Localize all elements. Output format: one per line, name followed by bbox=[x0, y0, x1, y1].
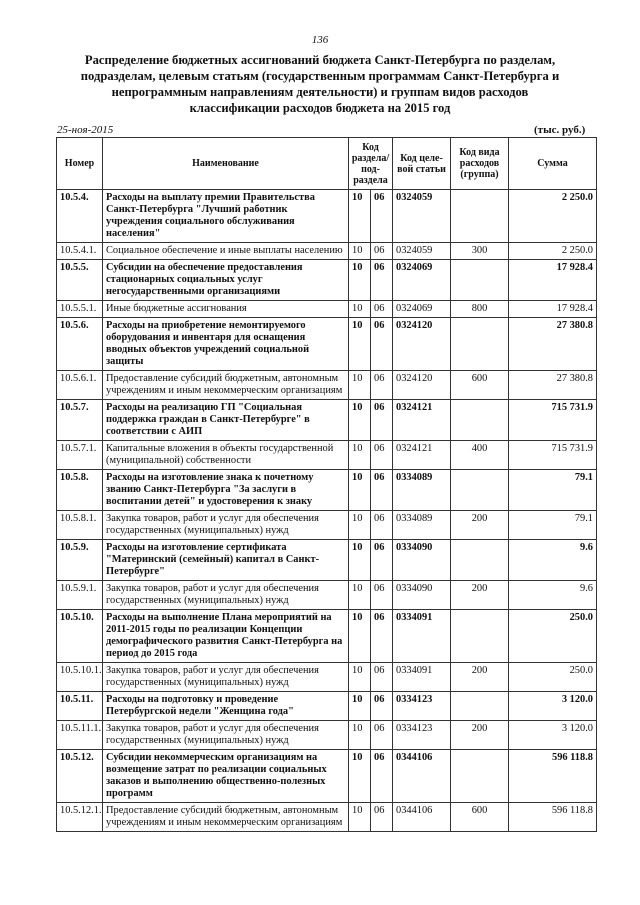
table-row bbox=[57, 511, 597, 540]
row-number: 10.5.7. bbox=[57, 400, 103, 441]
row-number: 10.5.5. bbox=[57, 260, 103, 301]
table-row bbox=[57, 721, 597, 750]
row-article-code: 0334091 bbox=[393, 610, 451, 663]
row-section-code: 10 bbox=[349, 750, 371, 803]
row-subsection-code: 06 bbox=[371, 371, 393, 400]
row-group-code bbox=[451, 750, 509, 803]
table-row bbox=[57, 610, 597, 663]
row-article-code: 0334091 bbox=[393, 663, 451, 692]
row-name: Закупка товаров, работ и услуг для обеспечения государственных (муниципальных) нужд bbox=[103, 581, 349, 610]
row-name: Расходы на выполнение Плана мероприятий на 2011-2015 годы по реализации Концепции демографического развития Санкт-Петербурга на период до 2015 года bbox=[103, 610, 349, 663]
row-subsection-code: 06 bbox=[371, 721, 393, 750]
row-article-code: 0324121 bbox=[393, 400, 451, 441]
header-article: Код целе-вой статьи bbox=[393, 138, 451, 190]
table-row bbox=[57, 400, 597, 441]
row-name: Расходы на реализацию ГП "Социальная поддержка граждан в Санкт-Петербурге" в соответствии с АИП bbox=[103, 400, 349, 441]
row-subsection-code: 06 bbox=[371, 610, 393, 663]
row-subsection-code: 06 bbox=[371, 581, 393, 610]
units-label: (тыс. руб.) bbox=[534, 124, 586, 136]
table-row bbox=[57, 540, 597, 581]
row-article-code: 0334090 bbox=[393, 540, 451, 581]
row-group-code bbox=[451, 470, 509, 511]
row-article-code: 0324069 bbox=[393, 260, 451, 301]
row-article-code: 0324059 bbox=[393, 243, 451, 260]
row-group-code bbox=[451, 190, 509, 243]
row-number: 10.5.4.1. bbox=[57, 243, 103, 260]
row-section-code: 10 bbox=[349, 441, 371, 470]
table-row bbox=[57, 243, 597, 260]
row-number: 10.5.11. bbox=[57, 692, 103, 721]
header-number: Номер bbox=[57, 138, 103, 190]
row-number: 10.5.4. bbox=[57, 190, 103, 243]
row-subsection-code: 06 bbox=[371, 441, 393, 470]
row-section-code: 10 bbox=[349, 190, 371, 243]
table-row bbox=[57, 318, 597, 371]
row-number: 10.5.9. bbox=[57, 540, 103, 581]
row-group-code: 200 bbox=[451, 663, 509, 692]
row-number: 10.5.6. bbox=[57, 318, 103, 371]
row-group-code: 200 bbox=[451, 581, 509, 610]
table-row bbox=[57, 581, 597, 610]
row-sum: 27 380.8 bbox=[509, 371, 597, 400]
row-article-code: 0344106 bbox=[393, 750, 451, 803]
row-group-code bbox=[451, 610, 509, 663]
row-article-code: 0324059 bbox=[393, 190, 451, 243]
table-row bbox=[57, 663, 597, 692]
row-sum: 79.1 bbox=[509, 511, 597, 540]
row-article-code: 0334089 bbox=[393, 511, 451, 540]
row-article-code: 0344106 bbox=[393, 803, 451, 832]
row-group-code: 200 bbox=[451, 511, 509, 540]
row-number: 10.5.11.1. bbox=[57, 721, 103, 750]
row-section-code: 10 bbox=[349, 260, 371, 301]
document-date: 25-ноя-2015 bbox=[57, 124, 114, 136]
row-section-code: 10 bbox=[349, 721, 371, 750]
row-sum: 715 731.9 bbox=[509, 400, 597, 441]
row-name: Закупка товаров, работ и услуг для обеспечения государственных (муниципальных) нужд bbox=[103, 511, 349, 540]
row-subsection-code: 06 bbox=[371, 540, 393, 581]
table-row bbox=[57, 692, 597, 721]
row-group-code bbox=[451, 692, 509, 721]
row-article-code: 0324069 bbox=[393, 301, 451, 318]
row-number: 10.5.5.1. bbox=[57, 301, 103, 318]
row-subsection-code: 06 bbox=[371, 470, 393, 511]
row-subsection-code: 06 bbox=[371, 260, 393, 301]
header-section: Код раздела/ под-раздела bbox=[349, 138, 393, 190]
row-name: Социальное обеспечение и иные выплаты населению bbox=[103, 243, 349, 260]
row-section-code: 10 bbox=[349, 610, 371, 663]
row-name: Субсидии некоммерческим организациям на возмещение затрат по реализации социальных заказов и выполнению общественно-полезных программ bbox=[103, 750, 349, 803]
row-number: 10.5.10.1. bbox=[57, 663, 103, 692]
row-group-code bbox=[451, 540, 509, 581]
row-name: Субсидии на обеспечение предоставления стационарных социальных услуг негосударственными организациями bbox=[103, 260, 349, 301]
row-name: Иные бюджетные ассигнования bbox=[103, 301, 349, 318]
row-article-code: 0324120 bbox=[393, 318, 451, 371]
row-sum: 27 380.8 bbox=[509, 318, 597, 371]
row-sum: 250.0 bbox=[509, 610, 597, 663]
row-number: 10.5.8.1. bbox=[57, 511, 103, 540]
row-number: 10.5.12.1. bbox=[57, 803, 103, 832]
header-name: Наименование bbox=[103, 138, 349, 190]
row-name: Расходы на приобретение немонтируемого оборудования и инвентаря для оснащения вводных объектов учреждений социальной защиты bbox=[103, 318, 349, 371]
row-section-code: 10 bbox=[349, 803, 371, 832]
row-name: Расходы на выплату премии Правительства Санкт-Петербурга "Лучший работник учреждения социального обслуживания населения" bbox=[103, 190, 349, 243]
row-sum: 3 120.0 bbox=[509, 721, 597, 750]
row-section-code: 10 bbox=[349, 371, 371, 400]
document-title: Распределение бюджетных ассигнований бюджета Санкт-Петербурга по разделам, подразделам, целевым статьям (государственным программам Санкт-Петербурга и непрограммным направлениям деятельности) и группам видов расходов классификации расходов бюджета на 2015 год bbox=[80, 53, 560, 115]
row-sum: 2 250.0 bbox=[509, 243, 597, 260]
row-name: Предоставление субсидий бюджетным, автономным учреждениям и иным некоммерческим организациям bbox=[103, 371, 349, 400]
table-row bbox=[57, 260, 597, 301]
row-name: Закупка товаров, работ и услуг для обеспечения государственных (муниципальных) нужд bbox=[103, 721, 349, 750]
row-group-code: 800 bbox=[451, 301, 509, 318]
row-subsection-code: 06 bbox=[371, 243, 393, 260]
row-subsection-code: 06 bbox=[371, 318, 393, 371]
header-group: Код вида расходов (группа) bbox=[451, 138, 509, 190]
row-group-code: 400 bbox=[451, 441, 509, 470]
row-sum: 17 928.4 bbox=[509, 301, 597, 318]
row-name: Расходы на изготовление знака к почетному званию Санкт-Петербурга "За заслуги в воспитании детей" и удостоверения к знаку bbox=[103, 470, 349, 511]
row-number: 10.5.6.1. bbox=[57, 371, 103, 400]
row-group-code bbox=[451, 400, 509, 441]
table-row bbox=[57, 441, 597, 470]
budget-table bbox=[56, 137, 597, 832]
row-subsection-code: 06 bbox=[371, 511, 393, 540]
row-name: Капитальные вложения в объекты государственной (муниципальной) собственности bbox=[103, 441, 349, 470]
row-article-code: 0334123 bbox=[393, 692, 451, 721]
row-article-code: 0334090 bbox=[393, 581, 451, 610]
row-section-code: 10 bbox=[349, 692, 371, 721]
row-name: Расходы на изготовление сертификата "Материнский (семейный) капитал в Санкт-Петербурге" bbox=[103, 540, 349, 581]
row-number: 10.5.7.1. bbox=[57, 441, 103, 470]
table-row bbox=[57, 371, 597, 400]
row-section-code: 10 bbox=[349, 400, 371, 441]
row-sum: 596 118.8 bbox=[509, 750, 597, 803]
row-sum: 596 118.8 bbox=[509, 803, 597, 832]
row-sum: 250.0 bbox=[509, 663, 597, 692]
row-subsection-code: 06 bbox=[371, 750, 393, 803]
table-body bbox=[57, 190, 597, 832]
row-number: 10.5.8. bbox=[57, 470, 103, 511]
row-subsection-code: 06 bbox=[371, 803, 393, 832]
row-number: 10.5.10. bbox=[57, 610, 103, 663]
table-row bbox=[57, 301, 597, 318]
row-sum: 17 928.4 bbox=[509, 260, 597, 301]
table-header bbox=[57, 138, 597, 190]
header-sum: Сумма bbox=[509, 138, 597, 190]
table-row bbox=[57, 190, 597, 243]
row-group-code: 300 bbox=[451, 243, 509, 260]
row-section-code: 10 bbox=[349, 540, 371, 581]
row-name: Расходы на подготовку и проведение Петербургской недели "Женщина года" bbox=[103, 692, 349, 721]
row-group-code bbox=[451, 260, 509, 301]
table-row bbox=[57, 750, 597, 803]
row-section-code: 10 bbox=[349, 663, 371, 692]
row-section-code: 10 bbox=[349, 581, 371, 610]
row-section-code: 10 bbox=[349, 318, 371, 371]
row-name: Предоставление субсидий бюджетным, автономным учреждениям и иным некоммерческим организациям bbox=[103, 803, 349, 832]
row-article-code: 0334089 bbox=[393, 470, 451, 511]
row-section-code: 10 bbox=[349, 470, 371, 511]
row-number: 10.5.9.1. bbox=[57, 581, 103, 610]
row-group-code: 600 bbox=[451, 371, 509, 400]
row-sum: 3 120.0 bbox=[509, 692, 597, 721]
row-sum: 9.6 bbox=[509, 581, 597, 610]
row-group-code bbox=[451, 318, 509, 371]
row-section-code: 10 bbox=[349, 243, 371, 260]
page-number: 136 bbox=[311, 34, 329, 46]
row-sum: 9.6 bbox=[509, 540, 597, 581]
row-article-code: 0334123 bbox=[393, 721, 451, 750]
table-row bbox=[57, 803, 597, 832]
row-section-code: 10 bbox=[349, 301, 371, 318]
row-group-code: 200 bbox=[451, 721, 509, 750]
row-subsection-code: 06 bbox=[371, 190, 393, 243]
row-sum: 2 250.0 bbox=[509, 190, 597, 243]
row-article-code: 0324121 bbox=[393, 441, 451, 470]
row-subsection-code: 06 bbox=[371, 692, 393, 721]
row-sum: 715 731.9 bbox=[509, 441, 597, 470]
row-section-code: 10 bbox=[349, 511, 371, 540]
row-group-code: 600 bbox=[451, 803, 509, 832]
row-subsection-code: 06 bbox=[371, 663, 393, 692]
row-article-code: 0324120 bbox=[393, 371, 451, 400]
row-sum: 79.1 bbox=[509, 470, 597, 511]
table-row bbox=[57, 470, 597, 511]
row-subsection-code: 06 bbox=[371, 400, 393, 441]
row-name: Закупка товаров, работ и услуг для обеспечения государственных (муниципальных) нужд bbox=[103, 663, 349, 692]
row-number: 10.5.12. bbox=[57, 750, 103, 803]
row-subsection-code: 06 bbox=[371, 301, 393, 318]
